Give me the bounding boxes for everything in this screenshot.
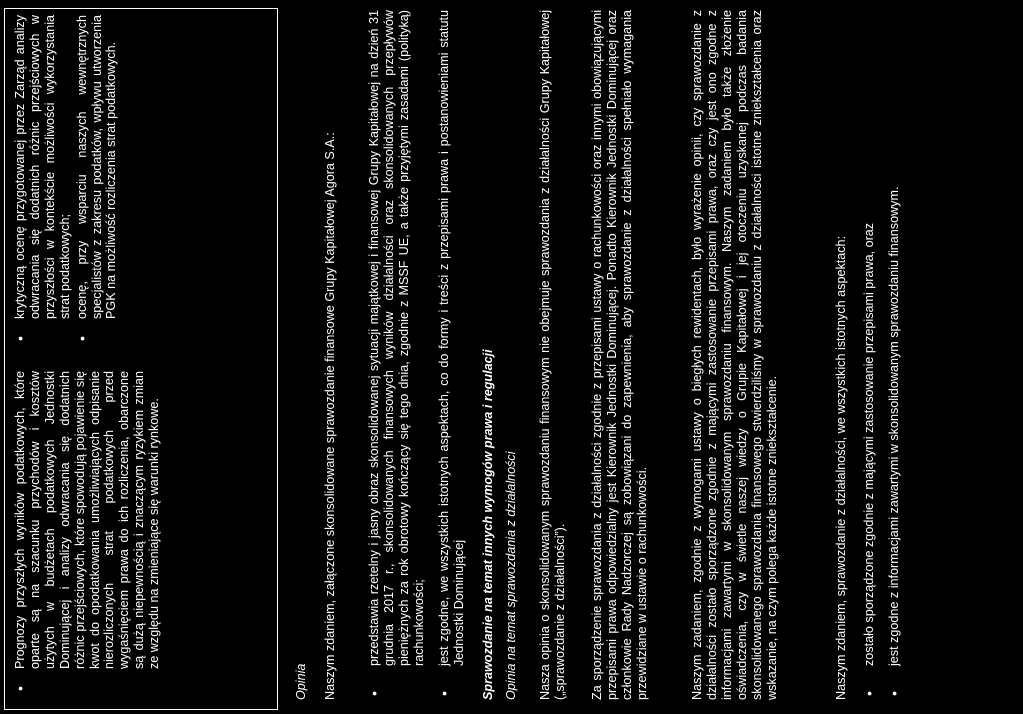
opinion-bullet (437, 10, 467, 700)
bullet-glyph: • (366, 691, 382, 696)
report-heading: Sprawozdanie na temat innych wymogów prawa i regulacji (481, 349, 495, 700)
box-left-column (13, 371, 164, 697)
report-paragraph-4: Naszym zdaniem, sprawozdanie z działalności, we wszystkich istotnych aspektach: (834, 235, 848, 700)
box-right-bullet (13, 15, 73, 347)
report-subheading: Opinia na temat sprawozdania z działalności (504, 451, 518, 700)
report-bullet (887, 10, 902, 700)
box-right-bullet-text: krytyczną ocenę przygotowanej przez Zarząd analizy odwracania się dodatnich różnic przejściowych w przyszłości w kontekście możliwości wykorzystania strat podatkowych; (13, 15, 72, 319)
bullet-glyph: • (12, 686, 28, 691)
report-bullet-text: jest zgodne z informacjami zawartymi w skonsolidowanym sprawozdaniu finansowym. (886, 186, 901, 666)
report-bullets (862, 10, 904, 700)
bullet-glyph: • (12, 336, 28, 341)
bullet-glyph: • (861, 691, 877, 696)
key-audit-matter-box (4, 8, 278, 710)
bullet-glyph: • (73, 336, 90, 341)
report-paragraph-2: Za sporządzenie sprawozdania z działalności zgodnie z przepisami ustawy o rachunkowości oraz innymi obowiązującymi przepisami prawa odpowiedzialny jest Kierownik Jednostki Dominującej. Ponadto Kierownik Jednostki Dominującej oraz członkowie Rady Nadzorczej są zobowiązani do zapewnienia, aby sprawozdanie z działalności spełniało wymagania przewidziane w ustawie o rachunkowości. (590, 10, 649, 700)
report-paragraph-1: Nasza opinia o skonsolidowanym sprawozdaniu finansowym nie obejmuje sprawozdania z działalności Grupy Kapitałowej („sprawozdanie z działalności”). (538, 10, 567, 700)
box-left-bullet (13, 371, 162, 697)
opinion-intro: Naszym zdaniem, załączone skonsolidowane sprawozdanie finansowe Grupy Kapitałowej Agora S.A.: (323, 132, 337, 700)
opinion-bullet-text: jest zgodne, we wszystkich istotnych aspektach, co do formy i treści z przepisami prawa i postanowieniami statutu Jednostki Dominującej (436, 10, 466, 666)
bullet-glyph: • (885, 691, 902, 696)
opinion-heading: Opinia (294, 663, 308, 700)
report-bullet (862, 10, 877, 700)
report-paragraph-3: Naszym zadaniem, zgodnie z wymogami ustawy o biegłych rewidentach, było wyrażenie opinii, czy sprawozdanie z działalności zostało sporządzone zgodnie z mającymi zastosowanie przepisami prawa, oraz czy jest ono zgodne z informacjami zawartymi w skonsolidowanym sprawozdaniu finansowym. Naszym zadaniem było także złożenie oświadczenia, czy w świetle naszej wiedzy o Grupie Kapitałowej i jej otoczeniu uzyskanej podczas badania skonsolidowanego sprawozdania finansowego stwierdziliśmy w sprawozdaniu z działalności istotne zniekształcenia oraz wskazanie, na czym polega każde istotne zniekształcenie. (690, 10, 779, 700)
bullet-glyph: • (435, 691, 452, 696)
box-right-bullet-text: ocenę, przy wsparciu naszych wewnętrznych specjalistów z zakresu podatków, wpływu utworzenia PGK na możliwość rozliczenia strat podatkowych. (74, 15, 119, 319)
box-left-bullet-text: Prognozy przyszłych wyników podatkowych, które oparte są na szacunku przychodów i kosztów użytych w budżetach podatkowych Jednostki Dominującej i analizy odwracania się dodatnich różnic przejściowych, które spowodują pojawienie się kwot do opodatkowania umożliwiających odpisanie nierozliczonych strat podatkowych przed wygaśnięciem prawa do ich rozliczenia, obarczone są dużą niepewnością i znaczącym ryzykiem zmian ze względu na zmieniające się warunki rynkowe. (13, 371, 162, 669)
box-right-column (13, 15, 121, 347)
opinion-bullet-text: przedstawia rzetelny i jasny obraz skonsolidowanej sytuacji majątkowej i finansowej Grupy Kapitałowej na dzień 31 grudnia 2017 r., skonsolidowanych finansowych wyników działalności oraz skonsolidowanych przepływów pieniężnych za rok obrotowy kończący się tego dnia, zgodnie z MSSF UE, a także przyjętymi zasadami (polityką) rachunkowości; (367, 10, 426, 666)
opinion-bullets (367, 10, 468, 700)
opinion-bullet (367, 10, 427, 700)
report-bullet-text: zostało sporządzone zgodnie z mającymi zastosowanie przepisami prawa, oraz (862, 222, 876, 666)
box-right-bullet (75, 15, 120, 347)
